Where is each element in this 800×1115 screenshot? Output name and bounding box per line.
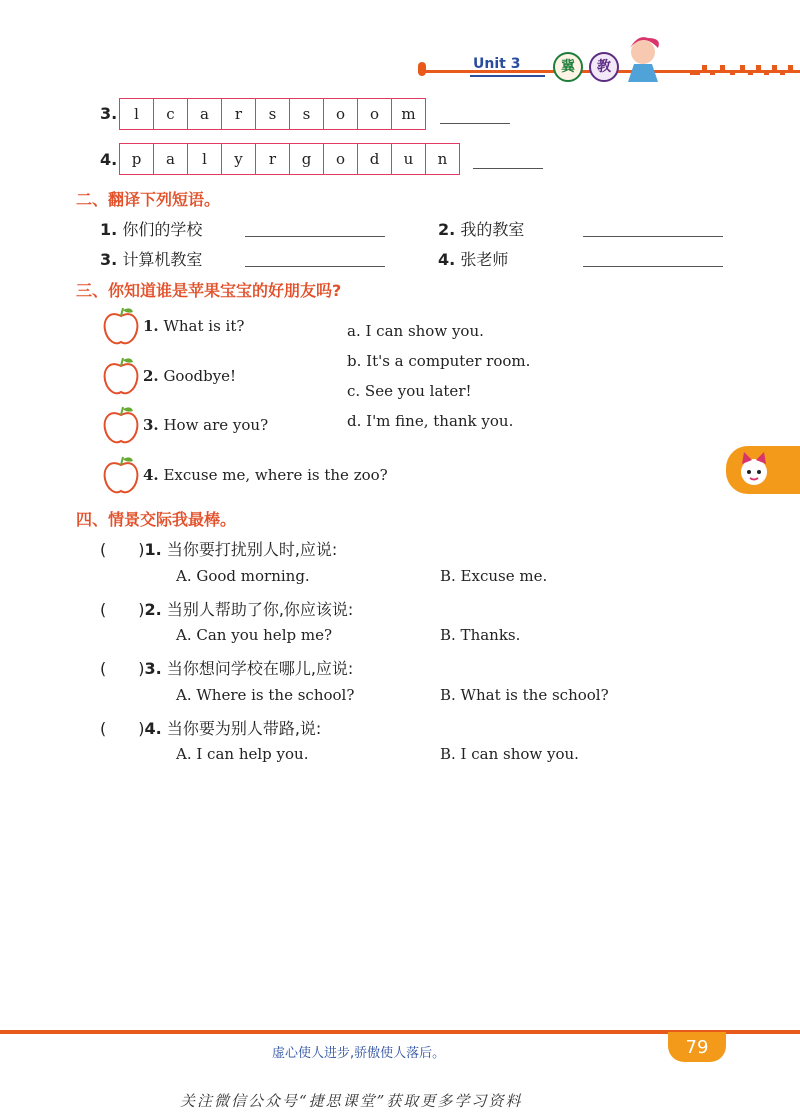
- choice-question: [100, 597, 353, 620]
- option-a: A. Can you help me?: [176, 626, 332, 644]
- badge-jiao: 教: [589, 52, 619, 82]
- answer-line[interactable]: [440, 123, 510, 124]
- header-bar-cap: [418, 62, 426, 76]
- option-a: A. Where is the school?: [176, 686, 355, 704]
- question-text: [143, 317, 244, 335]
- item-number: 1.: [144, 540, 162, 559]
- apple-icon: [101, 405, 141, 447]
- phrase-item: [100, 217, 202, 240]
- letter-cell: a: [154, 144, 188, 174]
- letter-cell: l: [120, 99, 154, 129]
- answer-paren[interactable]: ( ): [100, 540, 145, 559]
- apple-icon: [101, 356, 141, 398]
- letter-cell: l: [188, 144, 222, 174]
- section-title-translate: 二、翻译下列短语。: [76, 190, 221, 209]
- option-a: A. Good morning.: [176, 567, 310, 585]
- question-text: [143, 367, 236, 385]
- unit-label: Unit 3: [473, 56, 521, 72]
- item-number: 3.: [144, 659, 162, 678]
- question-text: [143, 466, 388, 484]
- item-number: 2.: [438, 220, 456, 239]
- letter-cell: n: [437, 150, 448, 168]
- side-tab: [726, 446, 800, 494]
- apple-icon: [101, 455, 141, 497]
- letter-cell: s: [256, 99, 290, 129]
- question-text: [143, 416, 268, 434]
- phrase-item: [438, 217, 524, 240]
- phrase-item: [100, 247, 202, 270]
- item-text: 当你要为别人带路,说:: [166, 719, 322, 738]
- handwritten-note: 关注微信公众号“捷思课堂”获取更多学习资料: [180, 1092, 523, 1110]
- letter-cell: g: [290, 144, 324, 174]
- letter-cell: o: [324, 144, 358, 174]
- item-text: How are you?: [163, 416, 269, 434]
- letter-cell: a: [188, 99, 222, 129]
- item-number: 2.: [144, 600, 162, 619]
- checker-decoration: [690, 60, 800, 80]
- answer-option: a. I can show you.: [347, 322, 484, 340]
- option-a: A. I can help you.: [176, 745, 309, 763]
- letter-cell: c: [154, 99, 188, 129]
- letter-grid: [119, 143, 460, 175]
- choice-question: [100, 537, 337, 560]
- letter-cell: r: [256, 144, 290, 174]
- answer-line[interactable]: [583, 266, 723, 267]
- item-text: Goodbye!: [163, 367, 237, 385]
- answer-option: c. See you later!: [347, 382, 472, 400]
- letter-cell: o: [358, 99, 392, 129]
- letter-cell: d: [358, 144, 392, 174]
- letter-cell: o: [324, 99, 358, 129]
- item-text: 当你想问学校在哪儿,应说:: [166, 659, 354, 678]
- letter-cell: u: [392, 144, 426, 174]
- option-b: B. What is the school?: [440, 686, 609, 704]
- item-text: 你们的学校: [122, 220, 203, 239]
- answer-line[interactable]: [583, 236, 723, 237]
- letter-grid: [119, 98, 426, 130]
- answer-line[interactable]: [245, 236, 385, 237]
- item-number: 1.: [100, 220, 118, 239]
- item-text: What is it?: [163, 317, 245, 335]
- option-b: B. Thanks.: [440, 626, 521, 644]
- letter-cell: s: [290, 99, 324, 129]
- item-number: 3.: [143, 416, 159, 434]
- item-number: 4.: [438, 250, 456, 269]
- item-text: 当你要打扰别人时,应说:: [166, 540, 338, 559]
- option-b: B. Excuse me.: [440, 567, 548, 585]
- answer-option: b. It's a computer room.: [347, 352, 531, 370]
- cat-mascot-icon: [732, 448, 776, 492]
- answer-line[interactable]: [473, 168, 543, 169]
- footer-motto: 虚心使人进步,骄傲使人落后。: [272, 1046, 446, 1061]
- phrase-item: [438, 247, 508, 270]
- puzzle-number: 4.: [100, 150, 118, 169]
- letter-cell: y: [222, 144, 256, 174]
- answer-paren[interactable]: ( ): [100, 600, 145, 619]
- section-title-dialogue: 四、情景交际我最棒。: [76, 510, 237, 529]
- badge-ji: 冀: [553, 52, 583, 82]
- apple-icon: [101, 306, 141, 348]
- item-text: Excuse me, where is the zoo?: [163, 466, 388, 484]
- answer-paren[interactable]: ( ): [100, 719, 145, 738]
- page-number: 79: [668, 1032, 726, 1062]
- answer-line[interactable]: [245, 266, 385, 267]
- unit-underline: [470, 75, 545, 77]
- item-number: 3.: [100, 250, 118, 269]
- item-number: 2.: [143, 367, 159, 385]
- puzzle-number: 3.: [100, 104, 118, 123]
- answer-paren[interactable]: ( ): [100, 659, 145, 678]
- letter-cell: p: [120, 144, 154, 174]
- letter-cell: r: [222, 99, 256, 129]
- section-title-apple: 三、你知道谁是苹果宝宝的好朋友吗?: [76, 281, 342, 300]
- option-b: B. I can show you.: [440, 745, 579, 763]
- item-number: 1.: [143, 317, 159, 335]
- answer-option: d. I'm fine, thank you.: [347, 412, 514, 430]
- item-text: 计算机教室: [122, 250, 203, 269]
- choice-question: [100, 656, 353, 679]
- choice-question: [100, 716, 321, 739]
- item-text: 我的教室: [460, 220, 525, 239]
- item-number: 4.: [144, 719, 162, 738]
- letter-cell: m: [401, 105, 416, 123]
- item-text: 当别人帮助了你,你应该说:: [166, 600, 354, 619]
- item-text: 张老师: [460, 250, 509, 269]
- item-number: 4.: [143, 466, 159, 484]
- girl-illustration-icon: [618, 34, 668, 84]
